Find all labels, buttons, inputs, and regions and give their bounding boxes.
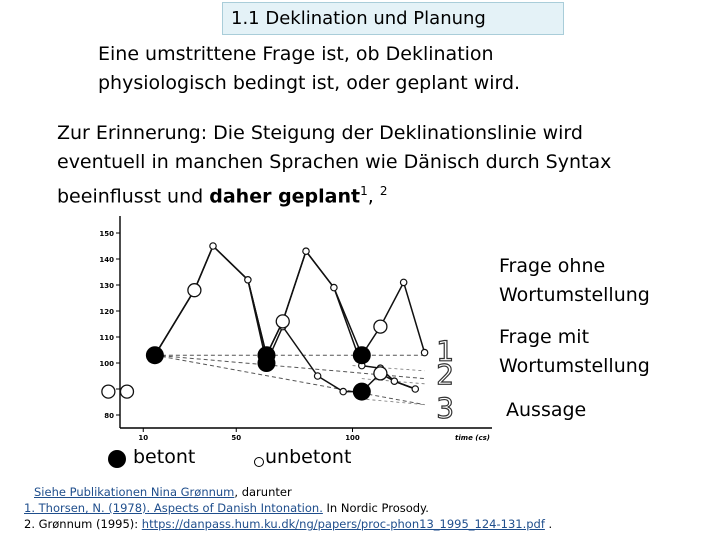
- reference-1-link[interactable]: 1. Thorsen, N. (1978). Aspects of Danish Intonation.: [24, 501, 323, 515]
- contour-number-1: 1: [436, 334, 455, 368]
- unstressed-point: [276, 315, 289, 328]
- footnote-separator: ,: [367, 185, 380, 208]
- label-q2-line-1: Frage mit: [499, 326, 590, 348]
- contour-point: [421, 349, 427, 355]
- label-question-with-inversion: [499, 323, 650, 381]
- y-tick-label: 130: [99, 282, 114, 290]
- declination-line: [155, 355, 425, 404]
- contour-number-2: 2: [436, 357, 455, 391]
- references: [24, 484, 552, 532]
- reference-2-rest: .: [544, 517, 553, 531]
- reminder-line-1: Zur Erinnerung: Die Steigung der Deklinationslinie wird: [57, 122, 583, 144]
- contour-point: [314, 373, 320, 379]
- y-tick-label: 100: [99, 360, 114, 368]
- unstressed-point: [120, 385, 133, 398]
- slide-title: 1.1 Deklination und Planung: [222, 2, 564, 35]
- contour-point: [245, 277, 251, 283]
- series-line-3: [248, 280, 415, 392]
- reference-2-link[interactable]: https://danpass.hum.ku.dk/ng/papers/proc-phon13_1995_124-131.pdf: [141, 517, 545, 531]
- reference-1: [24, 500, 552, 516]
- y-tick-label: 150: [99, 230, 114, 238]
- x-tick-label: 10: [138, 434, 149, 442]
- label-question-no-inversion: [499, 252, 650, 310]
- legend-stressed-label: betont: [133, 446, 196, 468]
- reminder-emphasis: daher geplant: [209, 185, 361, 208]
- footnote-ref-1[interactable]: 1: [360, 184, 368, 198]
- lead-line-2: physiologisch bedingt ist, oder geplant wird.: [98, 72, 521, 94]
- lead-text: [98, 40, 520, 98]
- reference-intro-rest: , darunter: [234, 485, 292, 499]
- contour-point: [331, 284, 337, 290]
- stressed-dot-icon: [108, 450, 126, 468]
- reminder-text: [57, 119, 611, 211]
- x-tick-label: 100: [345, 434, 360, 442]
- unstressed-point: [102, 385, 115, 398]
- reference-intro: [24, 484, 552, 500]
- contour-number-3: 3: [436, 391, 455, 425]
- x-tick-label: 50: [231, 434, 242, 442]
- label-q1-line-1: Frage ohne: [499, 255, 606, 277]
- legend-unstressed-label: unbetont: [265, 446, 352, 468]
- reference-2-pre: 2. Grønnum (1995):: [24, 517, 142, 531]
- x-axis-label: time (cs): [455, 434, 490, 442]
- reference-2: [24, 516, 552, 532]
- guide-line: [366, 399, 424, 404]
- unstressed-point: [374, 367, 387, 380]
- label-statement: Aussage: [506, 399, 587, 421]
- lead-line-1: Eine umstrittene Frage ist, ob Deklination: [98, 43, 494, 65]
- reminder-line-3-text: beeinflusst und: [57, 185, 210, 208]
- y-tick-label: 140: [99, 256, 114, 264]
- unstressed-point: [188, 284, 201, 297]
- label-q2-line-2: Wortumstellung: [499, 355, 650, 377]
- stressed-point: [353, 383, 371, 401]
- contour-point: [391, 378, 397, 384]
- contour-point: [303, 248, 309, 254]
- stressed-point: [146, 346, 164, 364]
- contour-point: [210, 243, 216, 249]
- unstressed-dot-icon: [254, 457, 264, 467]
- y-tick-label: 80: [104, 412, 114, 420]
- contour-point: [412, 386, 418, 392]
- stressed-point: [257, 354, 275, 372]
- contour-point: [340, 388, 346, 394]
- y-tick-label: 120: [99, 308, 114, 316]
- y-tick-label: 110: [99, 334, 114, 342]
- contour-point: [400, 279, 406, 285]
- reference-1-rest: In Nordic Prosody.: [322, 501, 429, 515]
- unstressed-point: [374, 320, 387, 333]
- label-q1-line-2: Wortumstellung: [499, 284, 650, 306]
- stressed-point: [353, 346, 371, 364]
- publications-link[interactable]: Siehe Publikationen Nina Grønnum: [34, 485, 235, 499]
- footnote-ref-2[interactable]: 2: [379, 184, 388, 198]
- reminder-line-2: eventuell in manchen Sprachen wie Dänisch durch Syntax: [57, 151, 612, 173]
- declination-chart: [80, 200, 500, 445]
